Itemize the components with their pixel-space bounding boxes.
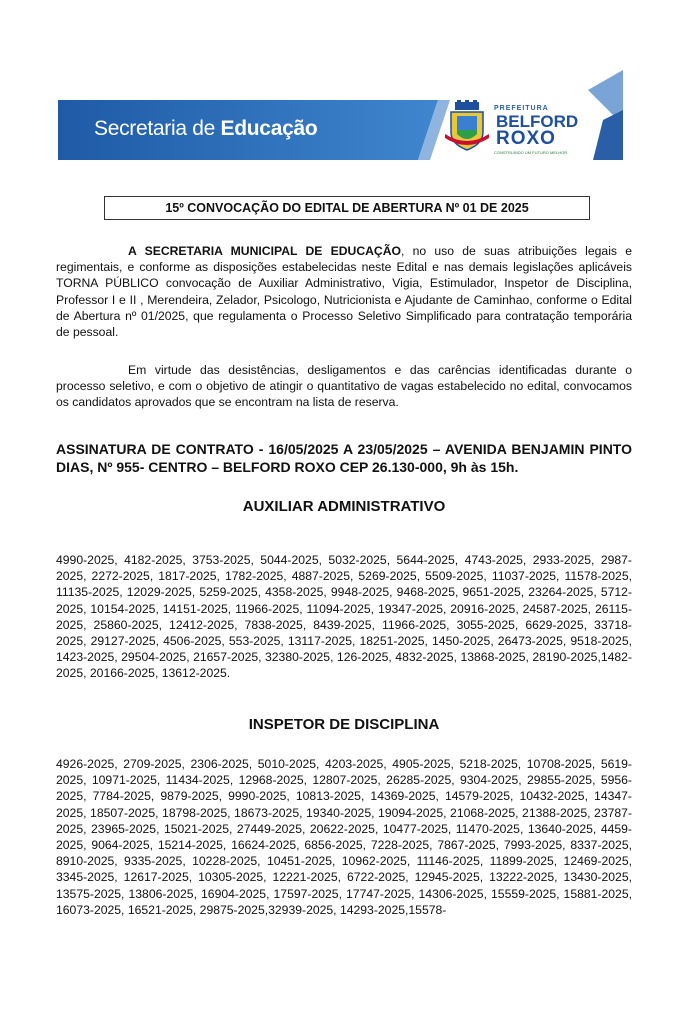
city-coat-of-arms-icon [445,100,489,152]
logo-city-line1: BELFORD [496,112,579,131]
candidate-list-auxiliar: 4990-2025, 4182-2025, 3753-2025, 5044-2025, 5032-2025, 5644-2025, 4743-2025, 2933-2025, 2987-2025, 2272-2025, 1817-2025, 1782-2025, 4887-2025, 5269-2025, 5509-2025, 11037-2025, 11578-2025, 11135-2025, 12029-2025, 5259-2025, 4358-2025, 9948-2025, 9468-2025, 9651-2025, 23264-2025, 5712-2025, 10154-2025, 14151-2025, 11966-2025, 11094-2025, 19347-2025, 20916-2025, 24587-2025, 26115-2025, 25860-2025, 12412-2025, 7838-2025, 8439-2025, 11966-2025, 3055-2025, 6629-2025, 33718-2025, 29127-2025, 4506-2025, 553-2025, 13117-2025, 18251-2025, 1450-2025, 26473-2025, 9518-2025, 1423-2025, 29504-2025, 21657-2025, 32380-2025, 126-2025, 4832-2025, 13868-2025, 28190-2025,1482-2025, 20166-2025, 13612-2025. [56,553,632,681]
logo-title: PREFEITURA [494,105,549,112]
document-title: 15º CONVOCAÇÃO DO EDITAL DE ABERTURA Nº 01 DE 2025 [104,196,590,220]
second-paragraph-text: Em virtude das desistências, desligamentos e das carências identificadas durante o processo seletivo, e com o objetivo de atingir o quantitativo de vagas estabelecido no edital, convocamos os candidatos aprovados que se encontram na lista de reserva. [56,363,632,410]
banner-title: Secretaria de Educação [94,117,318,140]
section-heading-auxiliar: AUXILIAR ADMINISTRATIVO [242,498,446,515]
section-heading-inspetor: INSPETOR DE DISCIPLINA [248,716,440,733]
logo-city-line2: ROXO [496,128,556,149]
intro-rest: , no uso de suas atribuições legais e regimentais, e conforme as disposições estabelecidas neste Edital e nas demais legislações aplicáveis TORNA PÚBLICO convocação de Auxiliar Administrativo, Vigia, Estimulador, Inspetor de Disciplina, Professor I e II , Merendeira, Zelador, Psicologo, Nutricionista e Ajudante de Caminhao, conforme o Edital de Abertura nº 01/2025, que regulamenta o Processo Seletivo Simplificado para contratação temporária de pessoal. [56,244,632,340]
logo-subtitle: CONSTRUINDO UM FUTURO MELHOR [494,150,568,155]
second-paragraph [56,362,632,411]
intro-paragraph [56,243,632,340]
candidate-list-inspetor: 4926-2025, 2709-2025, 2306-2025, 5010-2025, 4203-2025, 4905-2025, 5218-2025, 10708-2025, 5619-2025, 10971-2025, 11434-2025, 12968-2025, 12807-2025, 26285-2025, 9304-2025, 29855-2025, 5956-2025, 7784-2025, 9879-2025, 9990-2025, 10813-2025, 14369-2025, 14579-2025, 10432-2025, 14347-2025, 18507-2025, 18798-2025, 18673-2025, 19340-2025, 19094-2025, 21068-2025, 21388-2025, 23787-2025, 23965-2025, 15021-2025, 27449-2025, 20622-2025, 10477-2025, 11470-2025, 13640-2025, 4459-2025, 9064-2025, 15214-2025, 16624-2025, 6856-2025, 7228-2025, 7867-2025, 7993-2025, 8337-2025, 8910-2025, 9335-2025, 10228-2025, 10451-2025, 10962-2025, 11146-2025, 11899-2025, 12469-2025, 3345-2025, 12617-2025, 10305-2025, 12221-2025, 6722-2025, 12945-2025, 13222-2025, 13430-2025, 13575-2025, 13806-2025, 16904-2025, 17597-2025, 17747-2025, 14306-2025, 15559-2025, 15881-2025, 16073-2025, 16521-2025, 29875-2025,32939-2025, 14293-2025,15578- [56,757,632,917]
intro-bold: A SECRETARIA MUNICIPAL DE EDUCAÇÃO [128,244,402,258]
signing-notice: ASSINATURA DE CONTRATO - 16/05/2025 A 23/05/2025 – AVENIDA BENJAMIN PINTO DIAS, Nº 955- CENTRO – BELFORD ROXO CEP 26.130-000, 9h às 15h. [56,441,632,475]
